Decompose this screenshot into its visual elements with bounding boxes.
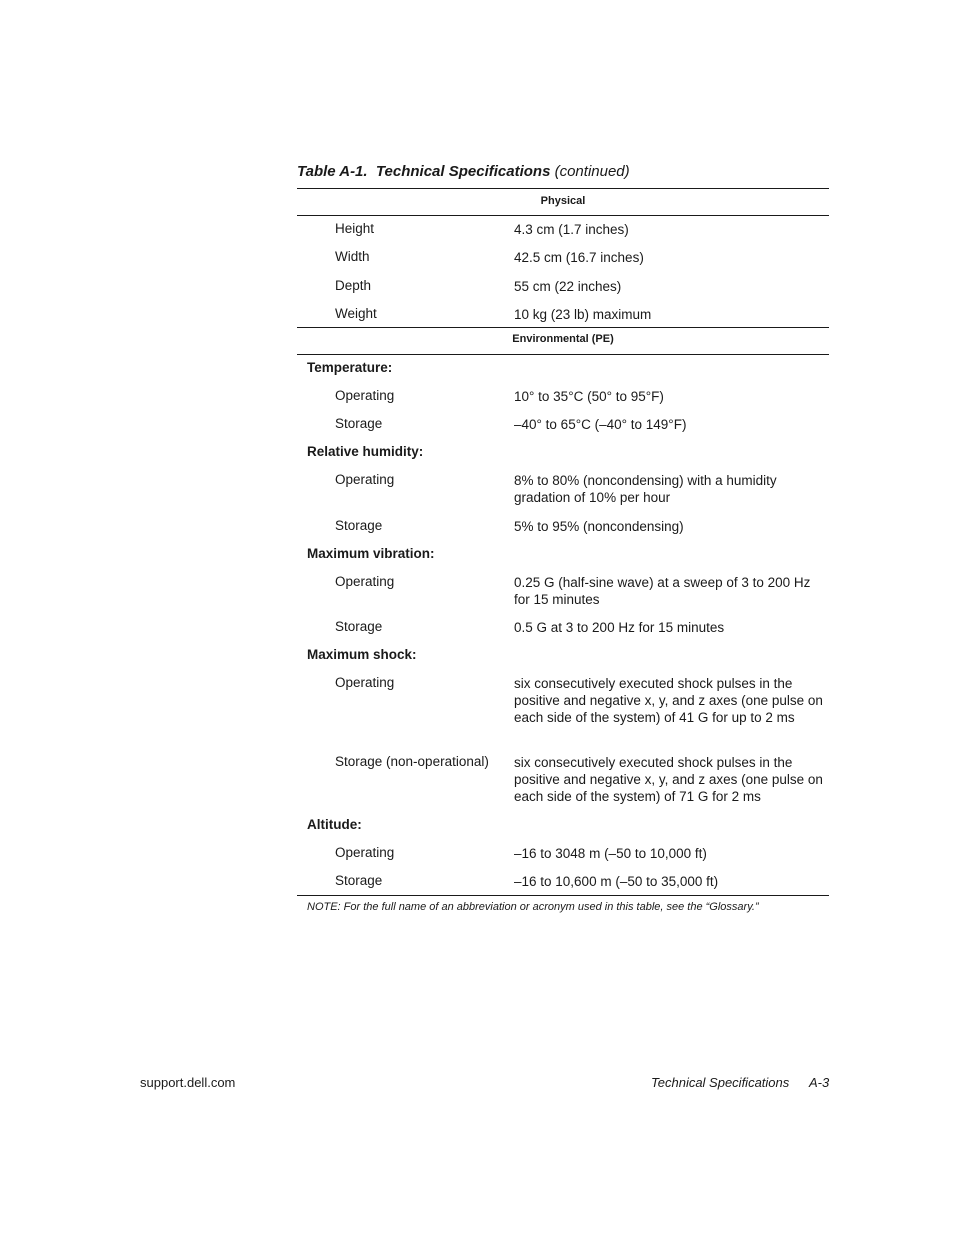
footer-page-number: A-3 [809, 1075, 830, 1090]
row-label: Operating [335, 675, 395, 690]
row-value: 4.3 cm (1.7 inches) [514, 222, 629, 237]
group-label-relative-humidity: Relative humidity: [307, 444, 424, 459]
section-rule [297, 215, 829, 216]
group-label-maximum-vibration: Maximum vibration: [307, 546, 435, 561]
row-label: Storage [335, 518, 383, 533]
row-label: Storage (non-operational) [335, 754, 489, 769]
table-continued: (continued) [554, 163, 630, 180]
row-value: 8% to 80% (noncondensing) with a humidity gradation of 10% per hour [514, 473, 777, 506]
row-value: –16 to 3048 m (–50 to 10,000 ft) [514, 846, 707, 861]
table-top-rule [297, 188, 829, 189]
group-label-altitude: Altitude: [307, 817, 362, 832]
section-rule [297, 354, 829, 355]
group-label-maximum-shock: Maximum shock: [307, 647, 417, 662]
table-title: Technical Specifications [375, 163, 551, 180]
section-heading-environmental: Environmental (PE) [512, 333, 614, 345]
row-value: –16 to 10,600 m (–50 to 35,000 ft) [514, 874, 719, 889]
row-value: six consecutively executed shock pulses in the positive and negative x, y, and z axes (one pulse on each side of the system) of 71 G for 2 ms [514, 755, 823, 805]
row-value: six consecutively executed shock pulses in the positive and negative x, y, and z axes (one pulse on each side of the system) of 41 G for up to 2 ms [514, 676, 823, 726]
table-bottom-rule [297, 895, 829, 896]
footer-site: support.dell.com [140, 1075, 236, 1090]
row-label: Height [335, 221, 375, 236]
row-value: 0.5 G at 3 to 200 Hz for 15 minutes [514, 620, 725, 635]
table-note: NOTE: For the full name of an abbreviation or acronym used in this table, see the “Glossary.” [307, 901, 759, 913]
row-label: Storage [335, 416, 383, 431]
row-value: 0.25 G (half-sine wave) at a sweep of 3 to 200 Hz for 15 minutes [514, 575, 811, 608]
row-value: –40° to 65°C (–40° to 149°F) [514, 417, 687, 432]
row-label: Depth [335, 278, 372, 293]
table-number: Table A-1. [297, 163, 368, 180]
section-heading-physical: Physical [540, 195, 586, 207]
row-label: Storage [335, 619, 383, 634]
row-label: Operating [335, 472, 395, 487]
row-label: Operating [335, 845, 395, 860]
table-caption [297, 163, 630, 180]
row-value: 42.5 cm (16.7 inches) [514, 250, 644, 265]
row-label: Operating [335, 574, 395, 589]
group-label-temperature: Temperature: [307, 360, 393, 375]
row-label: Storage [335, 873, 383, 888]
row-value: 5% to 95% (noncondensing) [514, 519, 684, 534]
row-value: 55 cm (22 inches) [514, 279, 622, 294]
section-rule [297, 327, 829, 328]
footer-section: Technical Specifications [651, 1075, 790, 1090]
row-label: Operating [335, 388, 395, 403]
row-value: 10 kg (23 lb) maximum [514, 307, 652, 322]
row-label: Width [335, 249, 370, 264]
row-value: 10° to 35°C (50° to 95°F) [514, 389, 664, 404]
row-label: Weight [335, 306, 377, 321]
